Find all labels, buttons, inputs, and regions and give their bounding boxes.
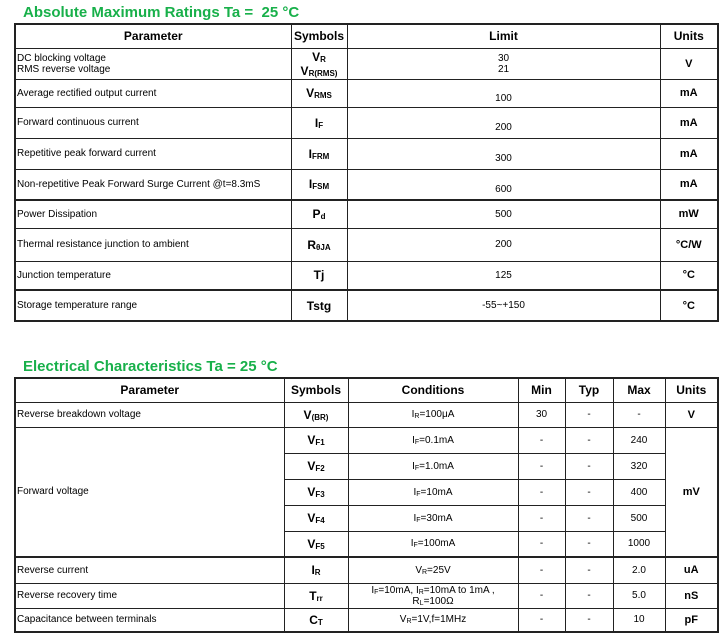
symbol-subscript: T (317, 617, 323, 627)
symbol-base: I (308, 177, 313, 192)
unit-cell: pF (665, 608, 718, 632)
elec-char-title: Electrical Characteristics Ta = 25 °C (23, 358, 278, 375)
absolute-maximum-ratings-table (14, 23, 719, 322)
condition-value: =10mA (420, 486, 453, 498)
limit-cell (347, 200, 660, 228)
symbol (311, 563, 320, 577)
table-row (15, 228, 718, 261)
symbol (307, 459, 324, 473)
max-cell: 2.0 (613, 557, 665, 583)
parameter-cell (15, 169, 291, 200)
limit-cell (347, 107, 660, 138)
symbol-subscript: RMS (314, 91, 332, 100)
symbol-subscript: R(RMS) (308, 68, 338, 78)
min-cell: - (518, 557, 565, 583)
symbol-base: V (306, 86, 315, 100)
header-conditions: Conditions (348, 378, 518, 402)
header-max: Max (613, 378, 665, 402)
symbol (307, 511, 324, 525)
limit-cell (347, 48, 660, 79)
symbol-subscript: (BR) (311, 412, 329, 422)
max-cell: 240 (613, 427, 665, 453)
typ-cell: - (565, 427, 613, 453)
condition-cell (348, 427, 518, 453)
limit-cell (347, 79, 660, 107)
condition-base: I (415, 584, 419, 596)
min-cell: - (518, 479, 565, 505)
header-limit: Limit (347, 24, 660, 48)
table-row (15, 48, 718, 79)
condition-subscript: R (421, 568, 428, 576)
limit-value: 300 (495, 153, 512, 164)
symbol-base: V (312, 49, 321, 64)
limit-cell (347, 228, 660, 261)
condition-cell (348, 505, 518, 531)
symbol (307, 537, 324, 551)
max-cell: 5.0 (613, 583, 665, 608)
limit-value: -55~+150 (482, 300, 525, 311)
condition-subscript: F (416, 490, 421, 498)
parameter-cell (15, 48, 291, 79)
table-row (15, 138, 718, 169)
condition-value: =1.0mA (419, 460, 454, 472)
symbol-cell (284, 608, 348, 632)
min-cell: - (518, 505, 565, 531)
limit-cell (347, 290, 660, 321)
symbol-subscript: F2 (315, 464, 325, 473)
unit-cell: mW (660, 200, 718, 228)
parameter-cell: Forward voltage (15, 427, 284, 557)
table-row (15, 583, 718, 608)
unit-cell: °C (660, 290, 718, 321)
header-parameter: Parameter (15, 24, 291, 48)
parameter-text: Forward continuous current (17, 117, 139, 128)
limit-value: 21 (497, 63, 510, 75)
symbol-cell (291, 107, 347, 138)
unit-cell: °C/W (660, 228, 718, 261)
typ-cell: - (565, 402, 613, 427)
abs-max-title: Absolute Maximum Ratings Ta = 25 °C (23, 4, 300, 21)
symbol-subscript: FRM (312, 151, 330, 161)
symbol-base: Tj (313, 268, 325, 283)
condition-base: I (412, 434, 415, 446)
symbol-base: V (300, 63, 309, 78)
condition-value: =25V (427, 564, 451, 576)
parameter-text: Power Dissipation (17, 208, 98, 220)
unit-cell: °C (660, 261, 718, 290)
condition-subscript: L (419, 599, 424, 607)
symbol-cell (291, 169, 347, 200)
condition-cell (348, 557, 518, 583)
parameter-text: Junction temperature (17, 269, 111, 281)
condition-base: I (371, 584, 375, 596)
typ-cell: - (565, 453, 613, 479)
min-cell: - (518, 608, 565, 632)
parameter-text: Storage temperature range (17, 300, 138, 311)
symbol-cell (284, 427, 348, 453)
condition-base: I (411, 409, 415, 420)
limit-cell (347, 138, 660, 169)
table-row (15, 261, 718, 290)
symbol-cell (291, 79, 347, 107)
symbol-subscript: F3 (315, 490, 325, 499)
min-cell: - (518, 453, 565, 479)
header-symbols: Symbols (291, 24, 347, 48)
unit-cell: mA (660, 79, 718, 107)
symbol-cell (284, 531, 348, 557)
min-cell: - (518, 531, 565, 557)
symbol (309, 147, 330, 161)
parameter-cell: Capacitance between terminals (15, 608, 284, 632)
typ-cell: - (565, 608, 613, 632)
symbol-subscript: d (320, 212, 326, 222)
parameter-cell: Reverse recovery time (15, 583, 284, 608)
symbol-base: V (307, 511, 316, 525)
symbol (312, 50, 326, 64)
parameter-text: RMS reverse voltage (17, 63, 111, 75)
parameter-cell (15, 200, 291, 228)
parameter-text: Average rectified output current (17, 87, 157, 99)
symbol-subscript: R (314, 568, 321, 578)
table-row (15, 107, 718, 138)
header-units: Units (665, 378, 718, 402)
max-cell: 1000 (613, 531, 665, 557)
parameter-cell (15, 79, 291, 107)
electrical-characteristics-table (14, 377, 719, 633)
typ-cell: - (565, 505, 613, 531)
header-min: Min (518, 378, 565, 402)
limit-value: 600 (495, 183, 512, 195)
symbol-base: I (314, 115, 319, 130)
symbol-cell (291, 228, 347, 261)
typ-cell: - (565, 557, 613, 583)
condition-value: =30mA (420, 512, 453, 524)
symbol (309, 177, 329, 191)
unit-cell: mA (660, 107, 718, 138)
symbol-cell (291, 138, 347, 169)
limit-value: 30 (497, 52, 510, 64)
symbol (315, 116, 323, 130)
typ-cell: - (565, 583, 613, 608)
condition-value: =0.1mA (419, 434, 454, 446)
condition-base: I (412, 460, 415, 472)
symbol-cell (291, 48, 347, 79)
parameter-cell: Reverse breakdown voltage (15, 402, 284, 427)
condition-base: I (410, 538, 414, 550)
header-parameter: Parameter (15, 378, 284, 402)
condition-base: V (415, 564, 422, 576)
max-cell: 500 (613, 505, 665, 531)
condition-base: I (413, 486, 417, 498)
symbol (313, 207, 326, 221)
limit-cell (347, 261, 660, 290)
condition-subscript: F (416, 516, 421, 524)
condition-value: =100μA (419, 409, 455, 420)
symbol-cell (284, 402, 348, 427)
symbol (309, 613, 323, 627)
condition-base: V (399, 614, 407, 626)
symbol-subscript: rr (316, 593, 323, 603)
symbol-cell (291, 261, 347, 290)
limit-value: 500 (495, 208, 512, 220)
condition-subscript: R (406, 618, 412, 626)
condition-subscript: R (418, 588, 424, 596)
table-row (15, 169, 718, 200)
symbol-base: I (311, 563, 315, 578)
unit-cell: nS (665, 583, 718, 608)
typ-cell: - (565, 531, 613, 557)
symbol-base: C (309, 612, 318, 627)
parameter-cell (15, 107, 291, 138)
min-cell: - (518, 427, 565, 453)
symbol (304, 408, 329, 422)
symbol-base: T (309, 588, 317, 603)
symbol-subscript: FSM (312, 182, 330, 192)
condition-value: =100mA (417, 538, 456, 550)
condition-cell (348, 608, 518, 632)
min-cell: - (518, 583, 565, 608)
typ-cell: - (565, 479, 613, 505)
table-row (15, 79, 718, 107)
max-cell: - (613, 402, 665, 427)
symbol-subscript: R (320, 54, 326, 64)
symbol (307, 433, 324, 447)
limit-value: 200 (495, 239, 512, 250)
parameter-text: Repetitive peak forward current (17, 148, 156, 159)
symbol-subscript: θJA (316, 242, 331, 252)
table-row (15, 402, 718, 427)
unit-cell: V (660, 48, 718, 79)
unit-cell: mV (665, 427, 718, 557)
parameter-cell (15, 290, 291, 321)
condition-cell (348, 583, 518, 608)
symbol-subscript: F5 (315, 541, 325, 551)
unit-cell: mA (660, 169, 718, 200)
header-symbols: Symbols (284, 378, 348, 402)
symbol-base: R (307, 237, 317, 252)
max-cell: 320 (613, 453, 665, 479)
parameter-text: Non-repetitive Peak Forward Surge Current @t=8.3mS (17, 178, 261, 190)
max-cell: 10 (613, 608, 665, 632)
condition-subscript: F (414, 438, 420, 446)
limit-value: 200 (495, 122, 512, 133)
table-row (15, 557, 718, 583)
table-row (15, 427, 718, 453)
symbol-base: V (307, 536, 316, 551)
condition-value: =10mA, (378, 584, 416, 596)
limit-cell (347, 169, 660, 200)
table-row (15, 200, 718, 228)
symbol-cell (284, 453, 348, 479)
symbol-base: I (308, 146, 312, 161)
parameter-cell: Reverse current (15, 557, 284, 583)
condition-base: I (413, 512, 417, 524)
header-typ: Typ (565, 378, 613, 402)
condition-cell (348, 453, 518, 479)
symbol (309, 589, 323, 603)
symbol-cell (284, 479, 348, 505)
condition-subscript: R (414, 413, 420, 420)
symbol (307, 485, 324, 499)
condition-subscript: F (414, 464, 420, 472)
condition-base: R (412, 595, 420, 607)
limit-value: 125 (495, 269, 512, 281)
symbol (307, 299, 331, 313)
symbol-cell (291, 290, 347, 321)
parameter-cell (15, 138, 291, 169)
symbol-cell (284, 583, 348, 608)
symbol-base: V (303, 407, 312, 422)
symbol (307, 238, 330, 252)
parameter-text: DC blocking voltage (17, 52, 106, 64)
symbol-base: V (307, 485, 316, 499)
symbol-base: Tstg (306, 298, 332, 313)
symbol-subscript: F1 (315, 438, 325, 447)
condition-subscript: F (374, 588, 379, 596)
condition-value: =1V,f=1MHz (411, 614, 467, 626)
table-row (15, 608, 718, 632)
table-row (15, 290, 718, 321)
symbol-base: V (307, 459, 316, 473)
symbol (314, 268, 325, 282)
unit-cell: mA (660, 138, 718, 169)
symbol-subscript: F4 (315, 516, 325, 525)
min-cell: 30 (518, 402, 565, 427)
parameter-cell (15, 228, 291, 261)
symbol-base: P (312, 207, 321, 222)
parameter-cell (15, 261, 291, 290)
parameter-text: Thermal resistance junction to ambient (17, 239, 189, 250)
condition-cell (348, 402, 518, 427)
symbol (301, 64, 338, 78)
unit-cell: V (665, 402, 718, 427)
header-units: Units (660, 24, 718, 48)
symbol (306, 86, 332, 100)
symbol-cell (291, 200, 347, 228)
limit-value: 100 (495, 92, 512, 104)
condition-value: =100Ω (423, 595, 454, 607)
symbol-cell (284, 557, 348, 583)
condition-value: =10mA to 1mA , (423, 584, 495, 596)
unit-cell: uA (665, 557, 718, 583)
symbol-cell (284, 505, 348, 531)
symbol-subscript: F (318, 120, 324, 130)
condition-cell (348, 479, 518, 505)
symbol-base: V (307, 433, 316, 447)
condition-subscript: F (413, 542, 418, 550)
condition-cell (348, 531, 518, 557)
max-cell: 400 (613, 479, 665, 505)
